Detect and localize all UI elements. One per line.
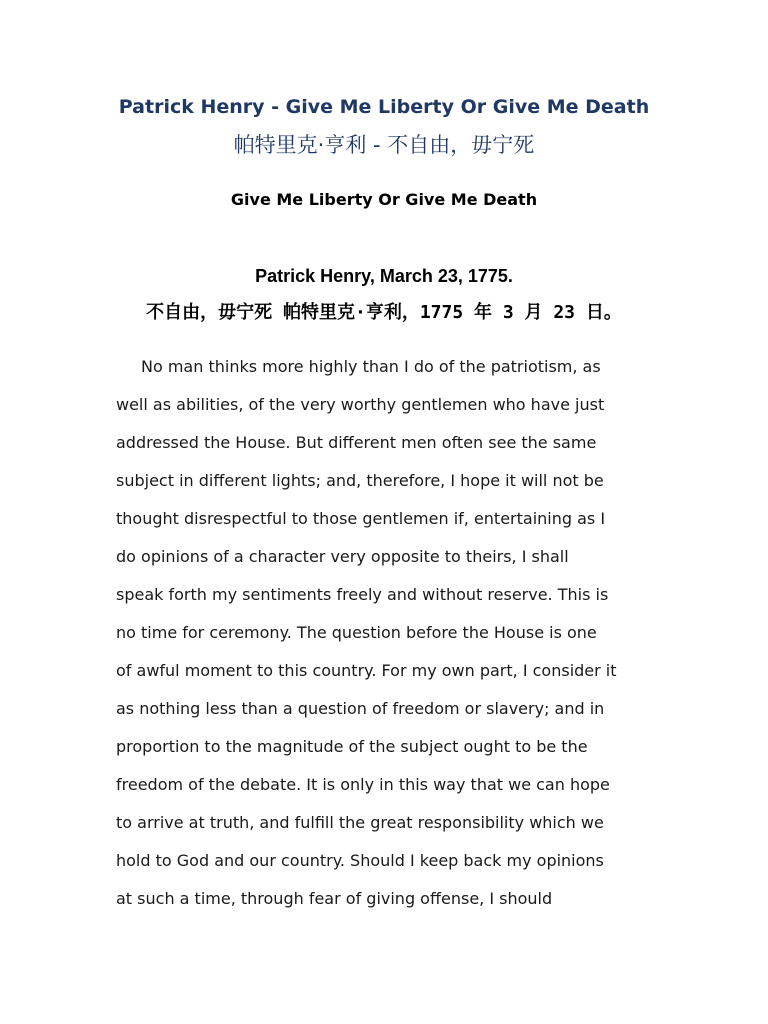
paragraph-line: thought disrespectful to those gentlemen if, entertaining as I xyxy=(116,509,606,528)
paragraph-line: as nothing less than a question of freedom or slavery; and in xyxy=(116,699,605,718)
paragraph-line: speak forth my sentiments freely and without reserve. This is xyxy=(116,585,609,604)
speech-title: Give Me Liberty Or Give Me Death xyxy=(230,190,538,209)
paragraph-line: no time for ceremony. The question before the House is one xyxy=(116,623,597,642)
paragraph-line: do opinions of a character very opposite to theirs, I shall xyxy=(116,547,569,566)
paragraph-line: at such a time, through fear of giving offense, I should xyxy=(116,889,553,908)
speech-byline: Patrick Henry, March 23, 1775. xyxy=(255,266,513,286)
speech-paragraph xyxy=(116,348,676,918)
page-title-chinese: 帕特里克·亨利 - 不自由，毋宁死 xyxy=(233,133,535,157)
paragraph-line: No man thinks more highly than I do of the patriotism, as xyxy=(141,357,601,376)
speech-byline-chinese: 不自由，毋宁死 帕特里克·亨利，1775 年 3 月 23 日。 xyxy=(146,302,622,323)
paragraph-line: subject in different lights; and, therefore, I hope it will not be xyxy=(116,471,604,490)
paragraph-line: freedom of the debate. It is only in this way that we can hope xyxy=(116,775,610,794)
paragraph-line: proportion to the magnitude of the subject ought to be the xyxy=(116,737,588,756)
paragraph-line: well as abilities, of the very worthy gentlemen who have just xyxy=(116,395,605,414)
paragraph-line: addressed the House. But different men often see the same xyxy=(116,433,597,452)
paragraph-line: hold to God and our country. Should I keep back my opinions xyxy=(116,851,604,870)
page-title: Patrick Henry - Give Me Liberty Or Give Me Death xyxy=(118,96,650,118)
paragraph-line: to arrive at truth, and fulfill the great responsibility which we xyxy=(116,813,604,832)
paragraph-line: of awful moment to this country. For my own part, I consider it xyxy=(116,661,617,680)
